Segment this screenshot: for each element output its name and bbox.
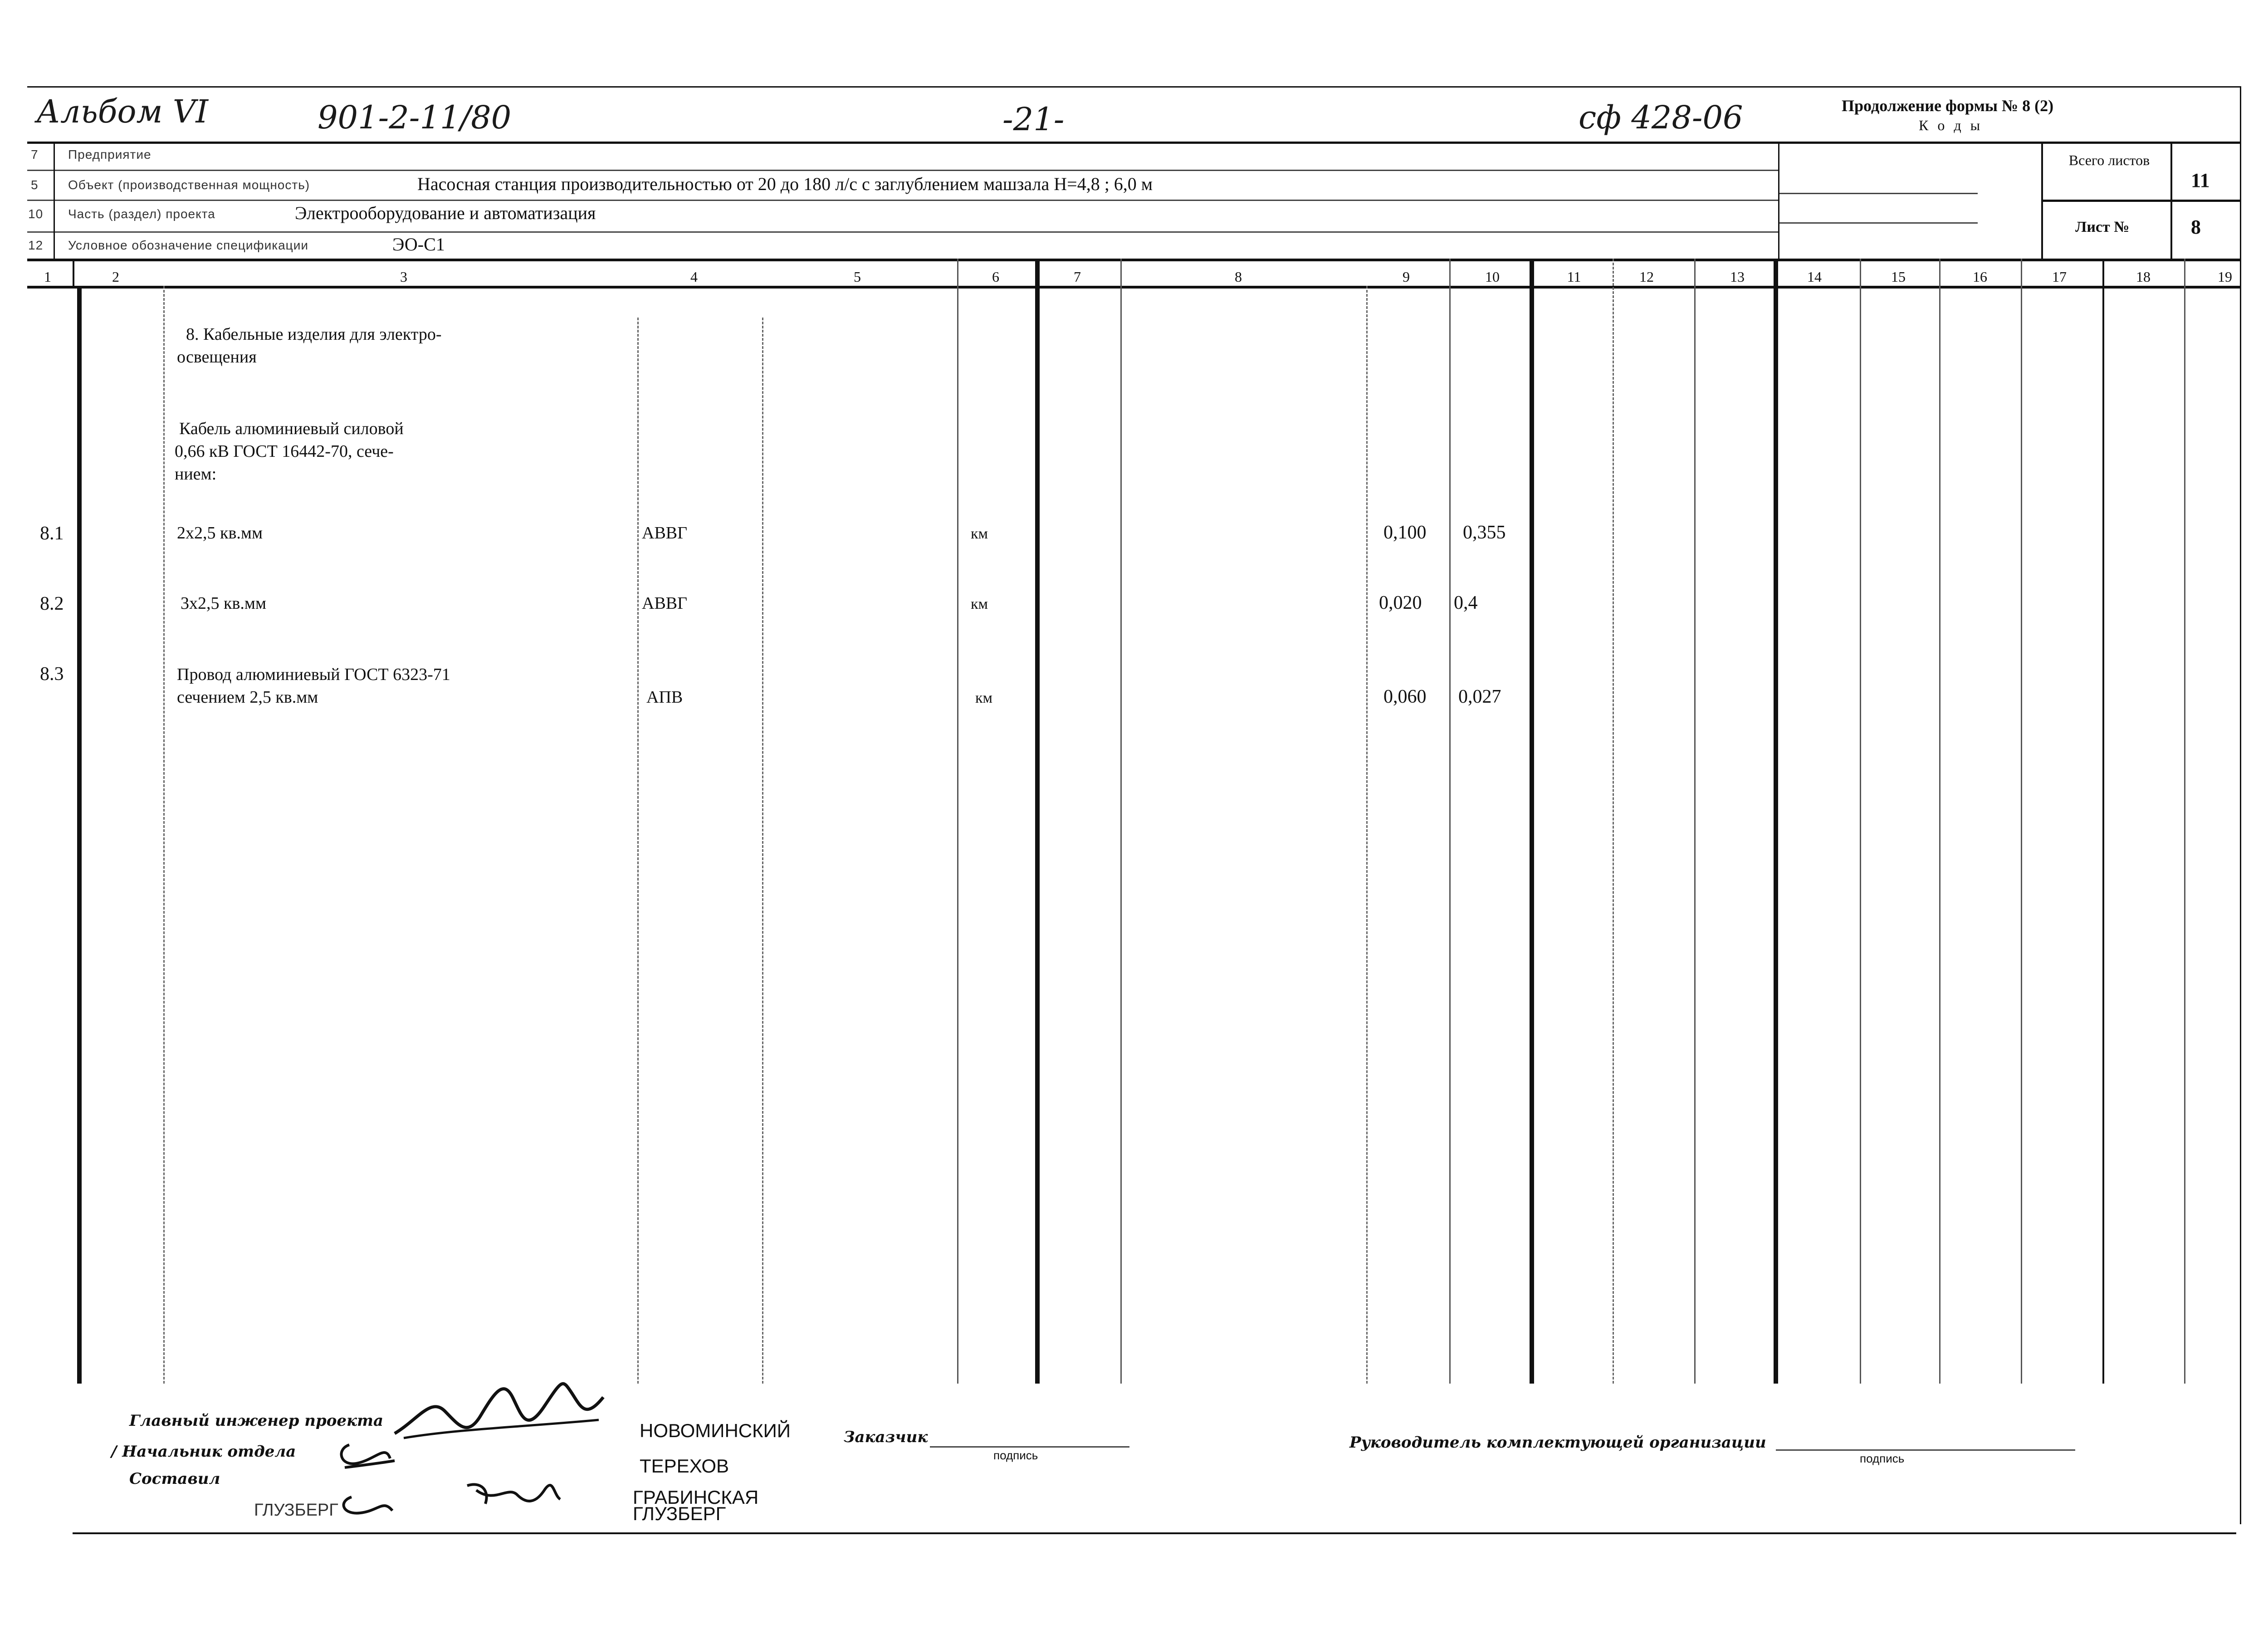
codes-label: К о д ы [1919, 117, 1983, 133]
cn-div-1 [73, 259, 74, 286]
col-divider-18 [2184, 259, 2185, 1384]
compiled-label: Составил [129, 1470, 220, 1488]
codes-sep-1 [1778, 193, 1978, 194]
item-unit: км [971, 596, 988, 612]
department-head-signature [336, 1436, 399, 1472]
supplier-signature-caption: подпись [1860, 1452, 1905, 1465]
header-bottom-line [27, 259, 2241, 261]
col-divider-12 [1694, 259, 1696, 1384]
col-divider-10 [1530, 259, 1534, 1384]
colnum-6: 6 [992, 269, 999, 285]
department-head-label-text: Начальник отдела [122, 1443, 296, 1461]
colnum-19: 19 [2218, 269, 2232, 285]
section-title-line2: освещения [177, 347, 257, 367]
sheets-sep [2041, 200, 2241, 202]
colnum-14: 14 [1807, 269, 1822, 285]
item-col9: 0,100 [1383, 522, 1427, 543]
compiled-left-name: ГЛУЗБЕРГ [254, 1501, 338, 1520]
col-divider-14 [1860, 259, 1861, 1384]
col-divider-15 [1939, 259, 1941, 1384]
compiled-signature-2 [463, 1477, 562, 1513]
item-pos: 8.1 [40, 523, 64, 544]
item-pos: 8.2 [40, 593, 64, 614]
row-label-enterprise: Предприятие [68, 147, 152, 161]
row-code-10: 10 [28, 207, 44, 221]
item-col10: 0,355 [1463, 522, 1506, 543]
supplier-head-label: Руководитель комплектующей организации [1349, 1433, 1766, 1452]
customer-signature-caption: подпись [993, 1448, 1038, 1462]
row-label-object: Объект (производственная мощность) [68, 178, 310, 192]
chief-engineer-name: НОВОМИНСКИЙ [640, 1420, 791, 1441]
col-divider-6 [1035, 259, 1040, 1384]
col-divider-8 [1366, 286, 1368, 1384]
form-code: сф 428-06 [1579, 99, 1743, 136]
item-name-line2: сечением 2,5 кв.мм [177, 688, 318, 707]
colnum-9: 9 [1403, 269, 1410, 285]
row-sep-3 [27, 231, 1778, 233]
cable-desc-line1: Кабель алюминиевый силовой [179, 419, 404, 438]
row-label-spec: Условное обозначение спецификации [68, 238, 308, 252]
row-sep-2 [27, 200, 1778, 201]
sheet-label: Лист № [2075, 219, 2130, 235]
row-label-part: Часть (раздел) проекта [68, 207, 215, 221]
colnum-3: 3 [400, 269, 407, 285]
chief-engineer-signature [390, 1370, 608, 1447]
colnum-12: 12 [1639, 269, 1654, 285]
codes-left-divider [1778, 142, 1779, 259]
chief-engineer-label: Главный инженер проекта [129, 1412, 384, 1430]
customer-signature-line [930, 1446, 1129, 1448]
col-divider-7 [1120, 259, 1122, 1384]
item-mark: АПВ [646, 688, 683, 707]
row-code-5: 5 [31, 178, 39, 192]
col-divider-11 [1613, 259, 1614, 1384]
item-col9: 0,060 [1383, 686, 1427, 707]
item-mark: АВВГ [642, 523, 688, 543]
colnum-11: 11 [1567, 269, 1581, 285]
cable-desc-line3: нием: [175, 465, 217, 484]
item-col10: 0,027 [1458, 686, 1501, 707]
item-unit: км [975, 690, 993, 706]
compiled-name-2: ГЛУЗБЕРГ [633, 1503, 726, 1524]
colnum-8: 8 [1235, 269, 1242, 285]
colnum-7: 7 [1074, 269, 1081, 285]
colnum-4: 4 [690, 269, 698, 285]
cable-desc-line2: 0,66 кВ ГОСТ 16442-70, сече- [175, 442, 394, 461]
row-value-spec: ЭО-С1 [392, 234, 445, 254]
header-top-line [27, 142, 2241, 144]
department-head-name: ТЕРЕХОВ [640, 1455, 729, 1477]
project-code: 901-2-11/80 [318, 99, 512, 136]
item-pos: 8.3 [40, 664, 64, 685]
codes-sep-2 [1778, 222, 1978, 224]
col-divider-17 [2102, 259, 2104, 1384]
col-divider-9 [1449, 259, 1451, 1384]
item-name: Провод алюминиевый ГОСТ 6323-71 [177, 665, 450, 684]
colnum-2: 2 [112, 269, 119, 285]
page-number: -21- [1002, 101, 1065, 138]
col-divider-1 [77, 286, 82, 1384]
row-code-7: 7 [31, 147, 39, 161]
total-sheets-value: 11 [2191, 169, 2210, 191]
sheets-left-divider [2041, 142, 2043, 259]
row-value-object: Насосная станция производительностью от 20 до 180 л/с с заглублением машзала H=4,8 ; 6,0 м [417, 174, 1153, 194]
item-mark: АВВГ [642, 594, 688, 613]
customer-label: Заказчик [844, 1428, 928, 1446]
total-sheets-label: Всего листов [2068, 152, 2150, 168]
colnum-1: 1 [44, 269, 51, 285]
colnum-10: 10 [1485, 269, 1500, 285]
department-head-label: / Начальник отдела [111, 1443, 296, 1461]
compiled-name-1: ГРАБИНСКАЯ [633, 1487, 759, 1508]
colnum-18: 18 [2136, 269, 2151, 285]
col-divider-3 [637, 318, 639, 1384]
top-border-line [27, 86, 2241, 88]
sheets-value-divider [2170, 142, 2172, 259]
album-label: Альбом VI [36, 93, 209, 130]
row-code-12: 12 [28, 238, 44, 252]
item-unit: км [971, 525, 988, 542]
col-divider-13 [1774, 259, 1778, 1384]
colnum-17: 17 [2052, 269, 2067, 285]
bottom-border-line [73, 1532, 2236, 1534]
colnum-16: 16 [1973, 269, 1987, 285]
colnum-15: 15 [1891, 269, 1906, 285]
form-title: Продолжение формы № 8 (2) [1842, 97, 2054, 115]
col-divider-4 [762, 318, 763, 1384]
col-divider-2 [163, 286, 165, 1384]
row-sep-1 [27, 170, 1778, 171]
item-name: 3х2,5 кв.мм [181, 594, 266, 613]
col-divider-16 [2021, 259, 2022, 1384]
right-frame [2240, 86, 2241, 1524]
col-divider-5 [957, 259, 958, 1384]
colnum-13: 13 [1730, 269, 1745, 285]
section-title-line1: 8. Кабельные изделия для электро- [186, 325, 442, 344]
code-col-divider [54, 142, 55, 259]
sheet-value: 8 [2191, 216, 2201, 238]
item-name: 2х2,5 кв.мм [177, 523, 263, 543]
item-col10: 0,4 [1454, 592, 1478, 613]
supplier-signature-line [1776, 1449, 2075, 1451]
colnum-5: 5 [854, 269, 861, 285]
compiled-signature-1 [338, 1492, 397, 1520]
row-value-part: Электрооборудование и автоматизация [295, 203, 596, 223]
colnum-bottom-line [27, 286, 2241, 289]
item-col9: 0,020 [1379, 592, 1422, 613]
